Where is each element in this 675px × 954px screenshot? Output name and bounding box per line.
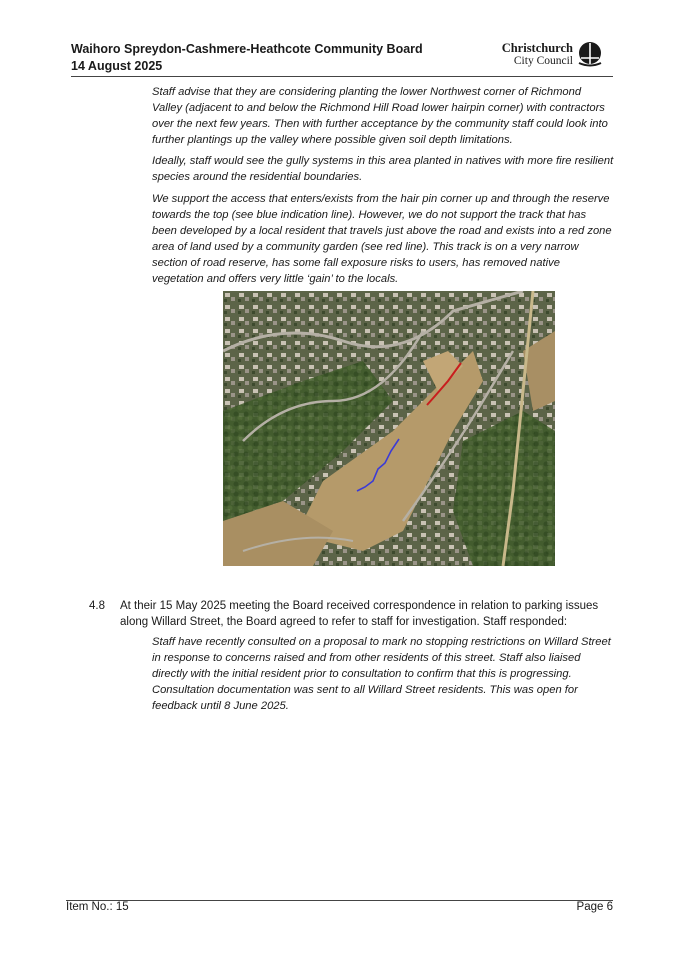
board-title: Waihoro Spreydon-Cashmere-Heathcote Community Board — [71, 42, 423, 56]
aerial-map-image — [223, 291, 555, 566]
council-logo — [493, 41, 603, 73]
footer-divider — [66, 900, 613, 901]
cathedral-icon — [577, 41, 603, 69]
header-divider — [71, 76, 613, 77]
meeting-date: 14 August 2025 — [71, 59, 163, 73]
logo-text-line2: City Council — [513, 55, 573, 67]
gully-planting-paragraph: Ideally, staff would see the gully systems in this area planted in natives with more fire resilient species around the residential boundaries. — [152, 155, 614, 183]
staff-advice-paragraph: Staff advise that they are considering planting the lower Northwest corner of Richmond Valley (adjacent to and below the Richmond Hill Road lower hairpin corner) with contractors over the next few years. Then with further acceptance by the community staff could look into further plantings up the valley where possible given soil depth limitations. — [152, 86, 608, 146]
item-number: 4.8 — [89, 600, 105, 612]
staff-response-paragraph: Staff have recently consulted on a proposal to mark no stopping restrictions on Willard Street in response to concerns raised and from other residents of this street. Staff also liaised directly with the initial resident prior to consultation to confirm that this is progressing. Consultation documentation was sent to all Willard Street residents. This was open for feedback until 8 June 2025. — [152, 636, 611, 712]
footer-item-number: Item No.: 15 — [66, 901, 129, 913]
footer-page-number: Page 6 — [576, 901, 613, 913]
item-text: At their 15 May 2025 meeting the Board received correspondence in relation to parking issues along Willard Street, the Board agreed to refer to staff for investigation. Staff responded: — [120, 600, 599, 628]
track-access-paragraph: We support the access that enters/exists from the hair pin corner up and through the reserve towards the top (see blue indication line). However, we do not support the track that has been developed by a local resident that travels just above the road and exists into a red zone area of land used by a community garden (see red line). This track is on a very narrow section of road reserve, has some fall exposure risks to users, has removed native vegetation and offers very little ‘gain’ to the locals. — [152, 193, 612, 285]
logo-text-line1: Christchurch — [501, 41, 573, 55]
